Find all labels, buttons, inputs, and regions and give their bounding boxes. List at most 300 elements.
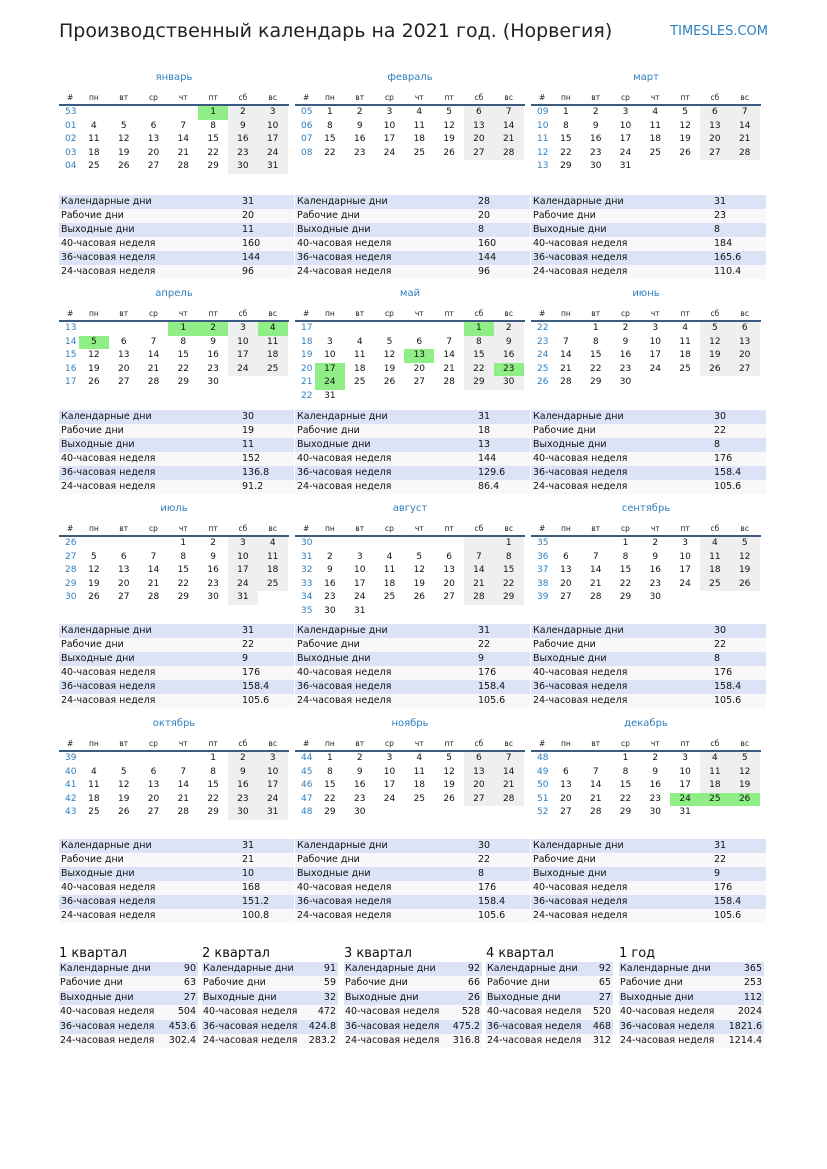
calendar-day[interactable]: 10 [228,551,258,565]
calendar-day[interactable]: 15 [177,565,190,575]
calendar-day[interactable]: 31 [353,605,366,616]
calendar-day[interactable]: 21 [730,133,760,147]
calendar-day[interactable]: 17 [258,133,288,147]
holiday-day[interactable]: 24 [670,793,700,807]
calendar-day[interactable]: 12 [730,551,760,565]
calendar-day[interactable]: 24 [383,793,396,804]
calendar-day[interactable]: 26 [117,161,130,171]
calendar-day[interactable]: 19 [88,363,100,374]
calendar-day[interactable]: 20 [730,349,760,363]
calendar-day[interactable]: 18 [649,134,662,144]
calendar-day[interactable]: 23 [649,578,662,589]
calendar-day[interactable]: 1 [563,107,569,117]
calendar-day[interactable]: 27 [443,592,455,602]
calendar-day[interactable]: 31 [679,807,691,817]
calendar-day[interactable]: 1 [494,537,524,551]
calendar-day[interactable]: 21 [589,793,602,804]
calendar-day[interactable]: 13 [147,134,160,144]
calendar-day[interactable]: 30 [228,160,258,174]
calendar-day[interactable]: 21 [147,578,160,589]
calendar-day[interactable]: 11 [353,350,366,360]
calendar-day[interactable]: 8 [494,551,524,565]
calendar-day[interactable]: 27 [147,807,160,817]
calendar-day[interactable]: 17 [383,780,396,790]
calendar-day[interactable]: 5 [682,107,688,117]
calendar-day[interactable]: 4 [386,551,393,562]
calendar-day[interactable]: 20 [560,578,572,589]
holiday-day[interactable]: 26 [730,793,760,807]
calendar-day[interactable]: 24 [649,363,662,374]
calendar-day[interactable]: 6 [464,106,494,120]
calendar-day[interactable]: 5 [386,336,393,347]
calendar-day[interactable]: 25 [258,363,288,377]
calendar-day[interactable]: 28 [177,807,190,817]
calendar-day[interactable]: 22 [324,147,336,158]
calendar-day[interactable]: 6 [120,336,127,347]
calendar-day[interactable]: 10 [649,336,662,347]
calendar-day[interactable]: 17 [679,780,691,790]
calendar-day[interactable]: 2 [652,753,659,763]
calendar-day[interactable]: 22 [560,147,572,158]
calendar-day[interactable]: 11 [413,120,426,131]
calendar-day[interactable]: 27 [560,807,572,817]
calendar-day[interactable]: 29 [494,591,524,605]
calendar-day[interactable]: 21 [147,363,160,374]
calendar-day[interactable]: 6 [150,766,157,777]
calendar-day[interactable]: 17 [228,564,258,578]
calendar-day[interactable]: 19 [679,134,691,144]
calendar-day[interactable]: 28 [589,807,602,817]
holiday-day[interactable]: 1 [168,322,198,336]
calendar-day[interactable]: 27 [147,161,160,171]
holiday-day[interactable]: 4 [258,322,288,336]
calendar-day[interactable]: 23 [207,363,219,374]
calendar-day[interactable]: 16 [228,779,258,793]
calendar-day[interactable]: 13 [443,565,455,575]
calendar-day[interactable]: 22 [177,363,190,374]
calendar-day[interactable]: 29 [619,592,632,602]
calendar-day[interactable]: 15 [177,350,190,360]
calendar-day[interactable]: 2 [356,107,363,117]
calendar-day[interactable]: 29 [589,377,602,387]
calendar-day[interactable]: 12 [117,134,130,144]
calendar-day[interactable]: 4 [700,752,730,766]
calendar-day[interactable]: 5 [120,766,127,777]
calendar-day[interactable]: 31 [619,161,632,171]
calendar-day[interactable]: 21 [560,363,572,374]
calendar-day[interactable]: 9 [210,336,216,347]
calendar-day[interactable]: 10 [619,120,632,131]
calendar-day[interactable]: 1 [592,323,599,333]
calendar-day[interactable]: 27 [117,592,130,602]
calendar-day[interactable]: 3 [386,753,393,763]
calendar-day[interactable]: 31 [258,160,288,174]
calendar-day[interactable]: 22 [207,147,219,158]
calendar-day[interactable]: 28 [560,377,572,387]
calendar-day[interactable]: 23 [207,578,219,589]
calendar-day[interactable]: 19 [117,793,130,804]
calendar-day[interactable]: 17 [228,349,258,363]
calendar-day[interactable]: 7 [730,106,760,120]
calendar-day[interactable]: 24 [228,578,258,592]
calendar-day[interactable]: 28 [730,147,760,161]
calendar-day[interactable]: 26 [413,592,426,602]
calendar-day[interactable]: 13 [700,120,730,134]
calendar-day[interactable]: 20 [147,147,160,158]
calendar-day[interactable]: 7 [446,336,452,347]
calendar-day[interactable]: 16 [649,780,662,790]
calendar-day[interactable]: 20 [560,793,572,804]
calendar-day[interactable]: 7 [464,551,494,565]
calendar-day[interactable]: 19 [443,780,455,790]
calendar-day[interactable]: 30 [353,807,366,817]
calendar-day[interactable]: 1 [210,753,216,763]
calendar-day[interactable]: 28 [177,161,190,171]
calendar-day[interactable]: 31 [258,806,288,820]
calendar-day[interactable]: 11 [679,336,691,347]
calendar-day[interactable]: 12 [383,350,396,360]
calendar-day[interactable]: 3 [327,336,333,347]
calendar-day[interactable]: 9 [652,551,659,562]
calendar-day[interactable]: 4 [700,537,730,551]
calendar-day[interactable]: 25 [649,147,662,158]
calendar-day[interactable]: 8 [464,336,494,350]
calendar-day[interactable]: 27 [413,377,426,387]
calendar-day[interactable]: 15 [324,780,336,790]
calendar-day[interactable]: 4 [91,120,97,131]
calendar-day[interactable]: 6 [730,322,760,336]
calendar-day[interactable]: 16 [649,565,662,575]
calendar-day[interactable]: 19 [383,363,396,374]
calendar-day[interactable]: 7 [180,120,187,131]
calendar-day[interactable]: 16 [228,133,258,147]
calendar-day[interactable]: 15 [324,134,336,144]
calendar-day[interactable]: 4 [258,537,288,551]
calendar-day[interactable]: 3 [228,322,258,336]
calendar-day[interactable]: 15 [494,564,524,578]
calendar-day[interactable]: 20 [147,793,160,804]
calendar-day[interactable]: 14 [730,120,760,134]
calendar-day[interactable]: 30 [649,807,662,817]
holiday-day[interactable]: 5 [79,336,109,350]
calendar-day[interactable]: 28 [464,591,494,605]
calendar-day[interactable]: 11 [88,780,100,790]
calendar-day[interactable]: 26 [443,147,455,158]
holiday-day[interactable]: 13 [404,349,434,363]
calendar-day[interactable]: 14 [177,780,190,790]
calendar-day[interactable]: 22 [589,363,602,374]
calendar-day[interactable]: 25 [383,592,396,602]
calendar-day[interactable]: 18 [88,793,100,804]
calendar-day[interactable]: 24 [383,147,396,158]
calendar-day[interactable]: 2 [228,752,258,766]
calendar-day[interactable]: 18 [258,349,288,363]
calendar-day[interactable]: 9 [228,120,258,134]
calendar-day[interactable]: 4 [91,766,97,777]
calendar-day[interactable]: 13 [464,120,494,134]
calendar-day[interactable]: 9 [356,120,363,131]
calendar-day[interactable]: 30 [649,592,662,602]
calendar-day[interactable]: 27 [464,147,494,161]
calendar-day[interactable]: 24 [619,147,632,158]
calendar-day[interactable]: 24 [679,578,691,589]
calendar-day[interactable]: 4 [356,336,363,347]
calendar-day[interactable]: 7 [563,336,569,347]
holiday-day[interactable]: 24 [315,376,345,390]
calendar-day[interactable]: 2 [327,551,333,562]
calendar-day[interactable]: 6 [446,551,452,562]
calendar-day[interactable]: 3 [228,537,258,551]
calendar-day[interactable]: 24 [228,363,258,377]
calendar-day[interactable]: 20 [700,133,730,147]
calendar-day[interactable]: 26 [700,363,730,377]
calendar-day[interactable]: 30 [207,377,219,387]
calendar-day[interactable]: 21 [494,133,524,147]
calendar-day[interactable]: 19 [730,564,760,578]
calendar-day[interactable]: 4 [652,107,659,117]
calendar-day[interactable]: 27 [700,147,730,161]
calendar-day[interactable]: 2 [356,753,363,763]
calendar-day[interactable]: 6 [563,551,569,562]
calendar-day[interactable]: 21 [589,578,602,589]
calendar-day[interactable]: 4 [682,323,688,333]
calendar-day[interactable]: 13 [560,565,572,575]
calendar-day[interactable]: 3 [622,107,629,117]
calendar-day[interactable]: 31 [228,591,258,605]
calendar-day[interactable]: 17 [383,134,396,144]
calendar-day[interactable]: 15 [207,780,219,790]
holiday-day[interactable]: 25 [700,793,730,807]
calendar-day[interactable]: 1 [622,753,629,763]
calendar-day[interactable]: 3 [386,107,393,117]
calendar-day[interactable]: 26 [88,377,100,387]
calendar-day[interactable]: 1 [327,753,333,763]
calendar-day[interactable]: 9 [652,766,659,777]
calendar-day[interactable]: 1 [622,538,629,548]
calendar-day[interactable]: 12 [117,780,130,790]
calendar-day[interactable]: 14 [464,564,494,578]
calendar-day[interactable]: 5 [700,322,730,336]
calendar-day[interactable]: 23 [228,147,258,161]
calendar-day[interactable]: 28 [589,592,602,602]
calendar-day[interactable]: 7 [592,551,599,562]
calendar-day[interactable]: 30 [207,592,219,602]
calendar-day[interactable]: 5 [730,752,760,766]
calendar-day[interactable]: 29 [177,592,190,602]
calendar-day[interactable]: 25 [700,578,730,592]
calendar-day[interactable]: 6 [464,752,494,766]
calendar-day[interactable]: 23 [228,793,258,807]
calendar-day[interactable]: 11 [700,766,730,780]
calendar-day[interactable]: 11 [258,551,288,565]
calendar-day[interactable]: 15 [560,134,572,144]
calendar-day[interactable]: 25 [413,793,426,804]
calendar-day[interactable]: 8 [563,120,569,131]
calendar-day[interactable]: 20 [464,133,494,147]
calendar-day[interactable]: 17 [619,134,632,144]
calendar-day[interactable]: 24 [258,793,288,807]
calendar-day[interactable]: 6 [120,551,127,562]
calendar-day[interactable]: 30 [324,605,336,616]
calendar-day[interactable]: 15 [619,565,632,575]
calendar-day[interactable]: 18 [413,134,426,144]
calendar-day[interactable]: 12 [679,120,691,131]
calendar-day[interactable]: 13 [560,780,572,790]
calendar-day[interactable]: 9 [228,766,258,780]
calendar-day[interactable]: 17 [649,350,662,360]
calendar-day[interactable]: 8 [210,120,216,131]
calendar-day[interactable]: 20 [464,779,494,793]
calendar-day[interactable]: 14 [443,350,455,360]
calendar-day[interactable]: 29 [324,807,336,817]
calendar-day[interactable]: 13 [464,766,494,780]
calendar-day[interactable]: 14 [147,350,160,360]
calendar-day[interactable]: 18 [413,780,426,790]
calendar-day[interactable]: 6 [563,766,569,777]
calendar-day[interactable]: 7 [494,752,524,766]
calendar-day[interactable]: 15 [589,350,602,360]
calendar-day[interactable]: 18 [383,578,396,589]
calendar-day[interactable]: 13 [730,336,760,350]
calendar-day[interactable]: 20 [443,578,455,589]
calendar-day[interactable]: 18 [258,564,288,578]
calendar-day[interactable]: 17 [679,565,691,575]
calendar-day[interactable]: 11 [88,134,100,144]
calendar-day[interactable]: 5 [91,551,97,562]
calendar-day[interactable]: 11 [383,565,396,575]
calendar-day[interactable]: 27 [464,793,494,807]
calendar-day[interactable]: 22 [464,363,494,377]
brand-link[interactable]: TIMESLES.COM [670,24,768,39]
calendar-day[interactable]: 22 [619,578,632,589]
calendar-day[interactable]: 12 [88,350,100,360]
calendar-day[interactable]: 9 [210,551,216,562]
calendar-day[interactable]: 12 [88,565,100,575]
holiday-day[interactable]: 17 [315,363,345,377]
calendar-day[interactable]: 16 [353,780,366,790]
calendar-day[interactable]: 23 [649,793,662,804]
calendar-day[interactable]: 27 [560,592,572,602]
calendar-day[interactable]: 20 [117,363,130,374]
calendar-day[interactable]: 8 [622,766,629,777]
calendar-day[interactable]: 30 [228,806,258,820]
calendar-day[interactable]: 2 [494,322,524,336]
calendar-day[interactable]: 12 [443,766,455,777]
calendar-day[interactable]: 19 [88,578,100,589]
calendar-day[interactable]: 16 [494,349,524,363]
calendar-day[interactable]: 21 [464,578,494,592]
calendar-day[interactable]: 25 [88,161,100,171]
calendar-day[interactable]: 14 [560,350,572,360]
holiday-day[interactable]: 1 [464,322,494,336]
calendar-day[interactable]: 28 [443,377,455,387]
calendar-day[interactable]: 10 [383,120,396,131]
calendar-day[interactable]: 12 [730,766,760,780]
calendar-day[interactable]: 3 [258,752,288,766]
calendar-day[interactable]: 15 [464,349,494,363]
calendar-day[interactable]: 14 [147,565,160,575]
calendar-day[interactable]: 22 [619,793,632,804]
calendar-day[interactable]: 19 [730,779,760,793]
calendar-day[interactable]: 2 [622,323,629,333]
calendar-day[interactable]: 11 [649,120,662,131]
calendar-day[interactable]: 25 [353,377,366,387]
calendar-day[interactable]: 23 [589,147,602,158]
calendar-day[interactable]: 26 [117,807,130,817]
calendar-day[interactable]: 26 [443,793,455,804]
calendar-day[interactable]: 15 [619,780,632,790]
calendar-day[interactable]: 28 [147,592,160,602]
calendar-day[interactable]: 16 [353,134,366,144]
calendar-day[interactable]: 21 [443,363,455,374]
calendar-day[interactable]: 10 [258,120,288,134]
calendar-day[interactable]: 26 [88,592,100,602]
calendar-day[interactable]: 8 [327,766,333,777]
calendar-day[interactable]: 12 [443,120,455,131]
calendar-day[interactable]: 17 [258,779,288,793]
calendar-day[interactable]: 27 [117,377,130,387]
calendar-day[interactable]: 15 [207,134,219,144]
calendar-day[interactable]: 2 [228,106,258,120]
calendar-day[interactable]: 24 [353,592,366,602]
calendar-day[interactable]: 20 [413,363,426,374]
calendar-day[interactable]: 3 [652,323,659,333]
calendar-day[interactable]: 18 [700,564,730,578]
calendar-day[interactable]: 18 [700,779,730,793]
calendar-day[interactable]: 11 [413,766,426,777]
calendar-day[interactable]: 5 [446,753,452,763]
calendar-day[interactable]: 13 [117,350,130,360]
calendar-day[interactable]: 9 [327,565,333,575]
calendar-day[interactable]: 25 [88,807,100,817]
calendar-day[interactable]: 21 [177,147,190,158]
calendar-day[interactable]: 11 [258,336,288,350]
calendar-day[interactable]: 6 [700,106,730,120]
calendar-day[interactable]: 19 [413,578,426,589]
calendar-day[interactable]: 16 [324,578,336,589]
calendar-day[interactable]: 28 [147,377,160,387]
calendar-day[interactable]: 1 [327,107,333,117]
calendar-day[interactable]: 29 [207,807,219,817]
calendar-day[interactable]: 8 [180,336,187,347]
calendar-day[interactable]: 13 [147,780,160,790]
calendar-day[interactable]: 29 [177,377,190,387]
calendar-day[interactable]: 9 [356,766,363,777]
calendar-day[interactable]: 29 [560,161,572,171]
calendar-day[interactable]: 18 [88,147,100,158]
calendar-day[interactable]: 21 [494,779,524,793]
calendar-day[interactable]: 31 [324,390,336,401]
calendar-day[interactable]: 23 [324,592,336,602]
calendar-day[interactable]: 29 [619,807,632,817]
calendar-day[interactable]: 26 [383,377,396,387]
calendar-day[interactable]: 18 [679,350,691,360]
calendar-day[interactable]: 25 [413,147,426,158]
calendar-day[interactable]: 14 [494,766,524,780]
calendar-day[interactable]: 16 [207,565,219,575]
calendar-day[interactable]: 9 [622,336,629,347]
calendar-day[interactable]: 2 [652,538,659,548]
calendar-day[interactable]: 1 [180,538,187,548]
calendar-day[interactable]: 27 [730,363,760,377]
calendar-day[interactable]: 5 [120,120,127,131]
calendar-day[interactable]: 7 [494,106,524,120]
calendar-day[interactable]: 22 [494,578,524,592]
calendar-day[interactable]: 14 [494,120,524,134]
calendar-day[interactable]: 16 [619,350,632,360]
calendar-day[interactable]: 8 [622,551,629,562]
calendar-day[interactable]: 14 [177,134,190,144]
